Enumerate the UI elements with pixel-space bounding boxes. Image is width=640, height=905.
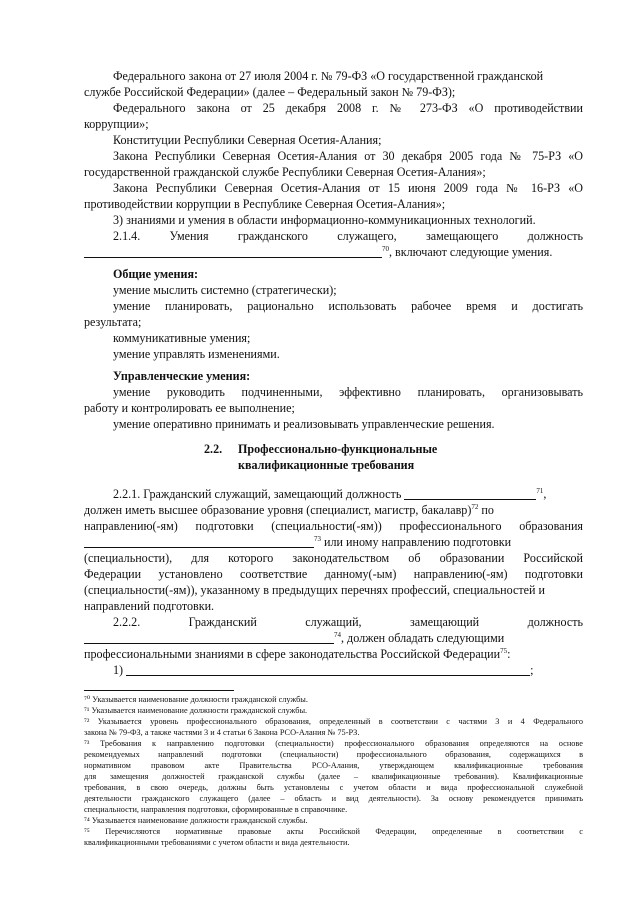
text-line: Федерального закона от 25 декабря 2008 г. № 273-ФЗ «О противодействии	[113, 101, 583, 115]
text-line: 3) знаниями и умения в области информационно-коммуникационных технологий.	[113, 213, 536, 227]
text-line: (специальности(-ям)), указанному в предыдущих перечнях профессий, специальностей и	[84, 583, 545, 597]
text-fragment: 2.2.1. Гражданский служащий, замещающий должность	[113, 487, 402, 501]
text-line: Закона Республики Северная Осетия-Алания от 15 июня 2009 года № 16-РЗ «О	[113, 181, 583, 195]
text-line	[84, 534, 583, 550]
text-line: (специальности), для которого законодательством об образовании Российской	[84, 551, 583, 565]
footnote-73-cont: для замещения должностей гражданской службы (далее – квалификационные требования). Квалификационные	[84, 772, 583, 781]
footnote-71: ⁷¹ Указывается наименование должности гражданской службы.	[84, 706, 308, 715]
text-line: коррупции»;	[84, 117, 149, 131]
blank-line	[84, 536, 314, 548]
text-line: 2.2.2. Гражданский служащий, замещающий должность	[113, 615, 583, 629]
footnote-ref: 70	[382, 245, 389, 253]
footnote-separator	[84, 690, 234, 691]
footnote-73-cont: деятельности гражданского служащего (далее – область и вид деятельности). За основу рекомендуется принимать	[84, 794, 583, 803]
footnote-ref: 73	[314, 535, 321, 543]
text-line: 2.2.1. Гражданский служащий, замещающий должность $^{71}$,	[113, 487, 547, 501]
text-line: направлений подготовки.	[84, 599, 215, 613]
list-item: умение руководить подчиненными, эффективно планировать, организовывать	[113, 385, 583, 399]
subheading-general-skills: Общие умения:	[113, 267, 199, 281]
text-fragment: профессиональными знаниями в сфере законодательства Российской Федерации	[84, 647, 501, 661]
footnote-74: ⁷⁴ Указывается наименование должности гражданской службы.	[84, 816, 308, 825]
blank-line	[126, 664, 530, 676]
text-fragment: , включают следующие умения.	[389, 245, 553, 259]
footnote-73-cont: рекомендуемых направлений подготовки (специальности) профессионального образования, содержащихся в	[84, 750, 583, 759]
list-item: работу и контролировать ее выполнение;	[84, 401, 295, 415]
text-fragment: должен иметь высшее образование уровня (специалист, магистр, бакалавр)	[84, 503, 472, 517]
text-line	[84, 244, 583, 260]
text-line: государственной гражданской службе Республики Северная Осетия-Алания»;	[84, 165, 486, 179]
footnote-ref: 72	[471, 503, 479, 511]
text-line: Закона Республики Северная Осетия-Алания от 30 декабря 2005 года № 75-РЗ «О	[113, 149, 583, 163]
text-fragment: или иному направлению подготовки	[324, 535, 512, 549]
text-line: Конституции Республики Северная Осетия-Алания;	[113, 133, 382, 147]
section-number: 2.2.	[204, 442, 223, 456]
footnote-73: ⁷³ Требования к направлению подготовки (специальности) профессионального образования определяются на основе	[84, 739, 583, 748]
footnote-ref: 71	[536, 487, 544, 495]
footnote-73-cont: специальности, направления подготовки, сформированные в справочнике.	[84, 805, 348, 814]
text-line: службе Российской Федерации» (далее – Федеральный закон № 79-ФЗ);	[84, 85, 456, 99]
section-title: Профессионально-функциональные	[238, 442, 438, 456]
text-line: 2.1.4. Умения гражданского служащего, замещающего должность	[113, 229, 583, 243]
footnote-73-cont: требования, в свою очередь, должны быть установлены с учетом области и вида профессиональной служебной	[84, 783, 583, 792]
footnote-ref: 75	[500, 647, 508, 655]
text-line: Федерального закона от 27 июля 2004 г. № 79-ФЗ «О государственной гражданской	[113, 69, 544, 83]
footnote-75-cont: квалификационными требованиями с учетом области и вида деятельности.	[84, 838, 350, 847]
text-fragment: ;	[530, 663, 534, 677]
footnote-70: ⁷⁰ Указывается наименование должности гражданской службы.	[84, 695, 308, 704]
list-item	[113, 662, 583, 678]
subheading-management-skills: Управленческие умения:	[113, 369, 251, 383]
section-title: квалификационные требования	[238, 458, 415, 472]
text-fragment: , должен обладать следующими	[341, 631, 505, 645]
footnote-72: ⁷² Указывается уровень профессионального образования, определенный в соответствии с частями 3 и 4 Федерального	[84, 717, 583, 726]
blank-line	[84, 632, 334, 644]
list-number: 1)	[113, 663, 124, 677]
text-line: Федерации установлено соответствие данному(-ым) направлению(-ям) подготовки	[84, 567, 583, 581]
blank-line	[84, 246, 382, 258]
footnote-ref: 74	[334, 631, 341, 639]
text-line: противодействии коррупции в Республике Северная Осетия-Алания»;	[84, 197, 446, 211]
list-item: результата;	[84, 315, 142, 329]
footnote-75: ⁷⁵ Перечисляются нормативные правовые акты Российской Федерации, определенные в соответствии с	[84, 827, 583, 836]
footnote-72-cont: закона № 79-ФЗ, а также частями 3 и 4 статьи 6 Закона РСО-Алания № 75-РЗ.	[84, 728, 360, 737]
text-fragment: :	[507, 647, 511, 661]
text-line: направлению(-ям) подготовки (специальности(-ям)) профессионального образования	[84, 519, 583, 533]
list-item: умение оперативно принимать и реализовывать управленческие решения.	[113, 417, 495, 431]
blank-line	[404, 488, 536, 500]
text-line	[84, 630, 583, 646]
footnote-73-cont: нормативном правовом акте Правительства РСО-Алания, утверждающем квалификационные требования	[84, 761, 583, 770]
list-item: коммуникативные умения;	[113, 331, 251, 345]
text-fragment: по	[481, 503, 494, 517]
list-item: умение управлять изменениями.	[113, 347, 280, 361]
list-item: умение планировать, рационально использовать рабочее время и достигать	[113, 299, 583, 313]
text-line	[84, 502, 583, 518]
text-line	[84, 646, 583, 662]
list-item: умение мыслить системно (стратегически);	[113, 283, 337, 297]
